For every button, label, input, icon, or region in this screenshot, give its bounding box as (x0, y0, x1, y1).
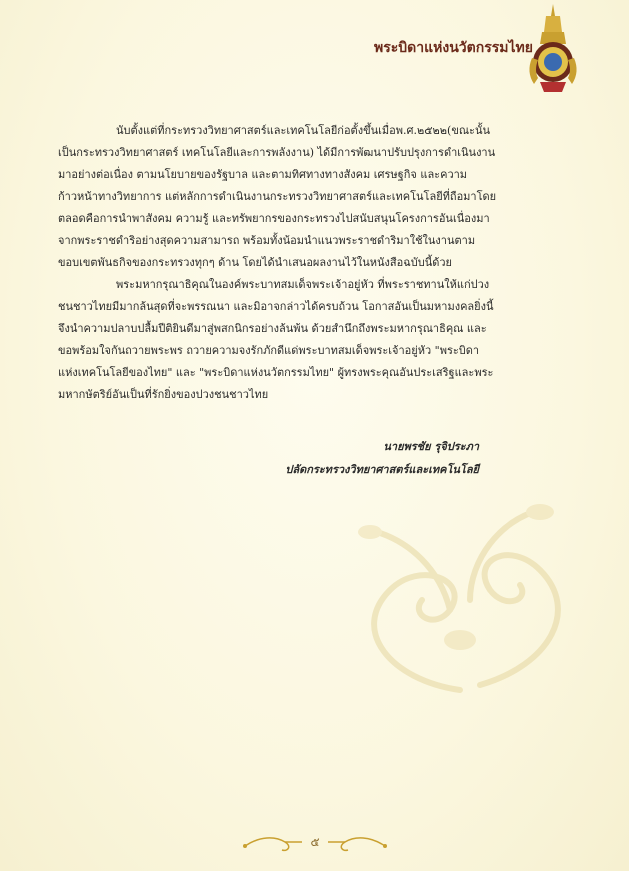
royal-emblem-icon (524, 2, 582, 98)
letter-body (58, 120, 498, 406)
header-title: พระบิดาแห่งนวัตกรรมไทย (374, 40, 533, 56)
paragraph-2: พระมหากรุณาธิคุณในองค์พระบาทสมเด็จพระเจ้าอยู่หัว ที่พระราชทานให้แก่ปวงชนชาวไทยมีมากล้นสุดที่จะพรรณนา และมิอาจกล่าวได้ครบถ้วน โอกาสอันเป็นมหามงคลยิ่งนี้ จึงนำความปลาบปลื้มปีติยินดีมาสู่พสกนิกรอย่างล้นพ้น ด้วยสำนึกถึงพระมหากรุณาธิคุณ และขอพร้อมใจกันถวายพระพร ถวายความจงรักภักดีแด่พระบาทสมเด็จพระเจ้าอยู่หัว "พระบิดาแห่งเทคโนโลยีของไทย" และ "พระบิดาแห่งนวัตกรรมไทย" ผู้ทรงพระคุณอันประเสริฐและพระมหากษัตริย์อันเป็นที่รักยิ่งของปวงชนชาวไทย (58, 278, 494, 401)
page-number: ๕ (310, 835, 320, 849)
floral-watermark-icon (330, 490, 590, 700)
signature-name: นายพรชัย รุจิประภา (383, 440, 479, 453)
paragraph-1: นับตั้งแต่ที่กระทรวงวิทยาศาสตร์และเทคโนโลยีก่อตั้งขึ้นเมื่อพ.ศ.๒๕๒๒(ขณะนั้นเป็นกระทรวงวิทยาศาสตร์ เทคโนโลยีและการพลังงาน) ได้มีการพัฒนาปรับปรุงการดำเนินงานมาอย่างต่อเนื่อง ตามนโยบายของรัฐบาล และตามทิศทางทางสังคม เศรษฐกิจ และความก้าวหน้าทางวิทยาการ แต่หลักการดำเนินงานกระทรวงวิทยาศาสตร์และเทคโนโลยีที่ถือมาโดยตลอดคือการนำพาสังคม ความรู้ และทรัพยากรของกระทรวงไปสนับสนุนโครงการอันเนื่องมาจากพระราชดำริอย่างสุดความสามารถ พร้อมทั้งน้อมนำแนวพระราชดำริมาใช้ในงานตามขอบเขตพันธกิจของกระทรวงทุกๆ ด้าน โดยได้นำเสนอผลงานไว้ในหนังสือฉบับนี้ด้วย (58, 124, 497, 269)
signature-position: ปลัดกระทรวงวิทยาศาสตร์และเทคโนโลยี (285, 463, 479, 476)
